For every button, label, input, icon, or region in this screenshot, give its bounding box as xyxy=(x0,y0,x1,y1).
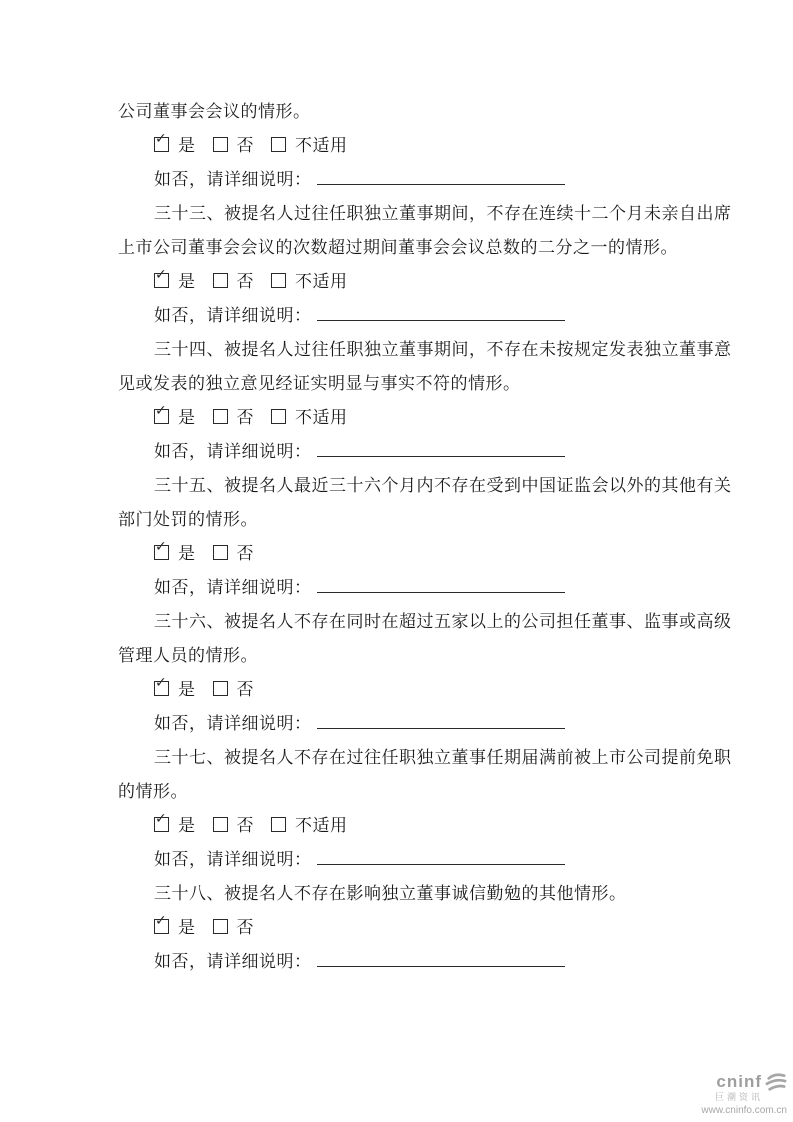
options-row xyxy=(118,129,678,163)
no-checkbox[interactable] xyxy=(213,919,228,934)
cninfo-brand-text: cninf xyxy=(716,1071,762,1091)
blank-underline[interactable] xyxy=(317,303,565,321)
no-label: 否 xyxy=(236,816,254,835)
ifno-label: 如否，请详细说明： xyxy=(154,578,312,597)
ifno-row xyxy=(118,163,678,197)
ifno-label: 如否，请详细说明： xyxy=(154,850,312,869)
question-block-intro xyxy=(118,95,678,197)
check-icon: ✓ xyxy=(155,913,168,929)
check-icon: ✓ xyxy=(155,131,168,147)
options-row xyxy=(118,537,678,571)
na-checkbox[interactable] xyxy=(271,273,286,288)
paragraph-line: 三十四、被提名人过往任职独立董事期间，不存在未按规定发表独立董事意 xyxy=(154,340,732,359)
na-label: 不适用 xyxy=(295,408,348,427)
no-label: 否 xyxy=(236,136,254,155)
yes-label: 是 xyxy=(178,918,196,937)
options-row xyxy=(118,911,678,945)
ifno-row xyxy=(118,945,678,979)
na-checkbox[interactable] xyxy=(271,409,286,424)
blank-underline[interactable] xyxy=(317,167,565,185)
question-block-33 xyxy=(118,197,732,333)
ifno-row xyxy=(118,707,678,741)
blank-underline[interactable] xyxy=(317,847,565,865)
yes-checkbox-checked[interactable] xyxy=(154,811,169,832)
check-icon: ✓ xyxy=(155,675,168,691)
check-icon: ✓ xyxy=(155,539,168,555)
paragraph-line: 部门处罚的情形。 xyxy=(118,510,258,529)
no-label: 否 xyxy=(236,918,254,937)
ifno-row xyxy=(118,435,678,469)
question-block-34 xyxy=(118,333,732,469)
check-icon: ✓ xyxy=(155,403,168,419)
blank-underline[interactable] xyxy=(317,575,565,593)
paragraph-line: 三十八、被提名人不存在影响独立董事诚信勤勉的其他情形。 xyxy=(154,884,627,903)
no-checkbox[interactable] xyxy=(213,409,228,424)
no-label: 否 xyxy=(236,408,254,427)
document-content xyxy=(118,95,732,979)
paragraph-line: 管理人员的情形。 xyxy=(118,646,258,665)
ifno-label: 如否，请详细说明： xyxy=(154,952,312,971)
question-block-36 xyxy=(118,605,732,741)
paragraph-line: 上市公司董事会会议的次数超过期间董事会会议总数的二分之一的情形。 xyxy=(118,238,678,257)
paragraph-line: 见或发表的独立意见经证实明显与事实不符的情形。 xyxy=(118,374,521,393)
options-row xyxy=(118,673,678,707)
options-row xyxy=(118,265,678,299)
yes-label: 是 xyxy=(178,272,196,291)
na-checkbox[interactable] xyxy=(271,817,286,832)
yes-label: 是 xyxy=(178,816,196,835)
paragraph-line: 的情形。 xyxy=(118,782,188,801)
ifno-label: 如否，请详细说明： xyxy=(154,714,312,733)
question-block-38 xyxy=(118,877,678,979)
check-icon: ✓ xyxy=(155,267,168,283)
paragraph-line: 三十六、被提名人不存在同时在超过五家以上的公司担任董事、监事或高级 xyxy=(154,612,732,631)
ifno-label: 如否，请详细说明： xyxy=(154,306,312,325)
ifno-label: 如否，请详细说明： xyxy=(154,442,312,461)
ifno-row xyxy=(118,843,678,877)
cninfo-swirl-icon xyxy=(765,1072,787,1092)
ifno-row xyxy=(118,571,678,605)
paragraph-line: 公司董事会会议的情形。 xyxy=(118,102,311,121)
blank-underline[interactable] xyxy=(317,711,565,729)
na-label: 不适用 xyxy=(295,136,348,155)
ifno-label: 如否，请详细说明： xyxy=(154,170,312,189)
yes-checkbox-checked[interactable] xyxy=(154,539,169,560)
no-label: 否 xyxy=(236,680,254,699)
question-block-35 xyxy=(118,469,732,605)
no-checkbox[interactable] xyxy=(213,137,228,152)
yes-checkbox-checked[interactable] xyxy=(154,131,169,152)
yes-checkbox-checked[interactable] xyxy=(154,913,169,934)
yes-checkbox-checked[interactable] xyxy=(154,675,169,696)
paragraph-line: 三十七、被提名人不存在过往任职独立董事任期届满前被上市公司提前免职 xyxy=(154,748,732,767)
yes-label: 是 xyxy=(178,680,196,699)
na-label: 不适用 xyxy=(295,272,348,291)
cninfo-logo xyxy=(659,1072,789,1116)
no-label: 否 xyxy=(236,544,254,563)
yes-label: 是 xyxy=(178,408,196,427)
paragraph-line: 三十五、被提名人最近三十六个月内不存在受到中国证监会以外的其他有关 xyxy=(154,476,732,495)
options-row xyxy=(118,809,678,843)
yes-checkbox-checked[interactable] xyxy=(154,403,169,424)
yes-checkbox-checked[interactable] xyxy=(154,267,169,288)
no-checkbox[interactable] xyxy=(213,273,228,288)
na-label: 不适用 xyxy=(295,816,348,835)
yes-label: 是 xyxy=(178,136,196,155)
cninfo-url: www.cninfo.com.cn xyxy=(701,1105,787,1116)
options-row xyxy=(118,401,678,435)
no-label: 否 xyxy=(236,272,254,291)
blank-underline[interactable] xyxy=(317,439,565,457)
na-checkbox[interactable] xyxy=(271,137,286,152)
paragraph-line: 三十三、被提名人过往任职独立董事期间，不存在连续十二个月未亲自出席 xyxy=(154,204,732,223)
no-checkbox[interactable] xyxy=(213,545,228,560)
question-block-37 xyxy=(118,741,732,877)
no-checkbox[interactable] xyxy=(213,817,228,832)
cninfo-chinese-name: 巨潮资讯 xyxy=(714,1092,763,1103)
yes-label: 是 xyxy=(178,544,196,563)
blank-underline[interactable] xyxy=(317,949,565,967)
ifno-row xyxy=(118,299,678,333)
no-checkbox[interactable] xyxy=(213,681,228,696)
check-icon: ✓ xyxy=(155,811,168,827)
